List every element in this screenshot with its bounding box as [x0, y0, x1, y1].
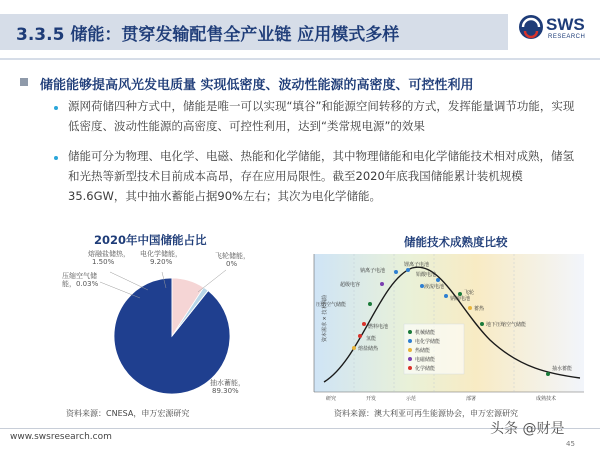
label-caes: 压缩空气储能	[316, 302, 347, 308]
stage-mature: 成熟技术	[536, 396, 557, 402]
bullet-2: 储能可分为物理、电化学、电磁、热能和化学储能，其中物理储能和电化学储能技术相对成熟，储氢和光热等新型技术目前成本高昂，存在应用局限性。截至2020年底我国储能累计装机规模35.6GW，其中抽水蓄能占据90%左右；其次为电化学储能。	[68, 149, 574, 203]
label-na-ion: 钠离子电池	[360, 268, 386, 274]
y-axis-label: 资本需求 × 技术风险	[322, 294, 328, 342]
marker-flywheel	[458, 292, 462, 296]
label-pumped: 抽水蓄能， 89.30%	[210, 379, 245, 395]
marker-thermal	[468, 306, 472, 310]
label-molten-salt: 熔盐储热	[358, 346, 379, 352]
marker-hydrogen	[358, 334, 362, 338]
label-flywheel: 飞轮储能， 0%	[215, 252, 250, 268]
label-nas: 钠硫电池	[450, 296, 471, 302]
marker-na-ion	[394, 270, 398, 274]
headline-square-icon	[20, 78, 28, 86]
label-li-ion: 锂离子电池	[404, 262, 430, 268]
right-chart-title: 储能技术成熟度比较	[404, 235, 508, 249]
label-pumped-hydro: 抽水蓄能	[552, 366, 573, 372]
stage-research: 研究	[326, 396, 337, 402]
marker-molten-salt	[352, 346, 356, 350]
legend-chemical: 化学储能	[415, 366, 436, 372]
label-molten: 熔融盐储热， 1.50%	[88, 250, 130, 266]
page-number: 45	[566, 440, 575, 448]
slide-title: 3.3.5 储能：贯穿发输配售全产业链 应用模式多样	[16, 25, 400, 45]
pie-chart	[60, 250, 260, 400]
headline: 储能能够提高风光发电质量 实现低密度、波动性能源的高密度、可控性利用	[40, 78, 474, 93]
bullet-dot-icon	[54, 106, 58, 110]
header-divider	[0, 58, 600, 60]
marker-li-ion	[406, 268, 410, 272]
marker-pumped-hydro	[546, 372, 550, 376]
logo-sub: RESEARCH	[548, 34, 586, 40]
bullet-dot-icon	[54, 156, 58, 160]
label-supercap: 超级电容	[340, 282, 361, 288]
label-hydrogen: 氢能	[366, 336, 377, 342]
watermark: 头条 @财是	[490, 421, 565, 437]
label-caes: 压缩空气储能，0.03%	[62, 272, 99, 288]
sws-logo-icon	[518, 14, 544, 40]
label-thermal: 蓄热	[474, 306, 485, 312]
left-chart-source: 资料来源：CNESA，申万宏源研究	[66, 409, 190, 418]
label-underground-caes: 地下压缩空气储能	[486, 322, 527, 328]
marker-supercap	[380, 282, 384, 286]
marker-fuel-cell	[362, 322, 366, 326]
stage-deployment: 部署	[466, 396, 477, 402]
pie-slices	[114, 278, 230, 394]
legend-thermal: 热储能	[415, 348, 431, 354]
label-flywheel: 飞轮	[464, 290, 475, 296]
sws-logo	[518, 12, 594, 52]
marker-nas	[444, 294, 448, 298]
legend-electromagnetic: 电磁储能	[415, 357, 436, 363]
marker-caes	[368, 302, 372, 306]
label-fuel-cell: 燃料电池	[368, 324, 389, 330]
label-flow-battery: 液流电池	[424, 284, 445, 290]
label-lead-acid: 铅酸电池	[416, 272, 437, 278]
legend-mechanical: 机械储能	[415, 330, 436, 336]
legend-electrochemical: 电化学储能	[415, 339, 441, 345]
stage-development: 开发	[366, 396, 377, 402]
left-chart-title: 2020年中国储能占比	[94, 233, 207, 247]
bullet-1: 源网荷储四种方式中，储能是唯一可以实现“填谷”和能源空间转移的方式，发挥能量调节功能，实现低密度、波动性能源的高密度、可控性利用，达到“类常规电源”的效果	[68, 99, 575, 133]
logo-word: SWS	[546, 15, 585, 34]
label-electro: 电化学储能， 9.20%	[140, 250, 182, 266]
stage-demonstration: 示范	[406, 396, 417, 402]
marker-lead-acid	[436, 278, 440, 282]
marker-underground-caes	[480, 322, 484, 326]
maturity-chart	[300, 250, 590, 405]
right-chart-source: 资料来源：澳大利亚可再生能源协会，申万宏源研究	[334, 409, 518, 418]
footer-url[interactable]: www.swsresearch.com	[10, 432, 112, 442]
chart-legend	[404, 324, 464, 374]
